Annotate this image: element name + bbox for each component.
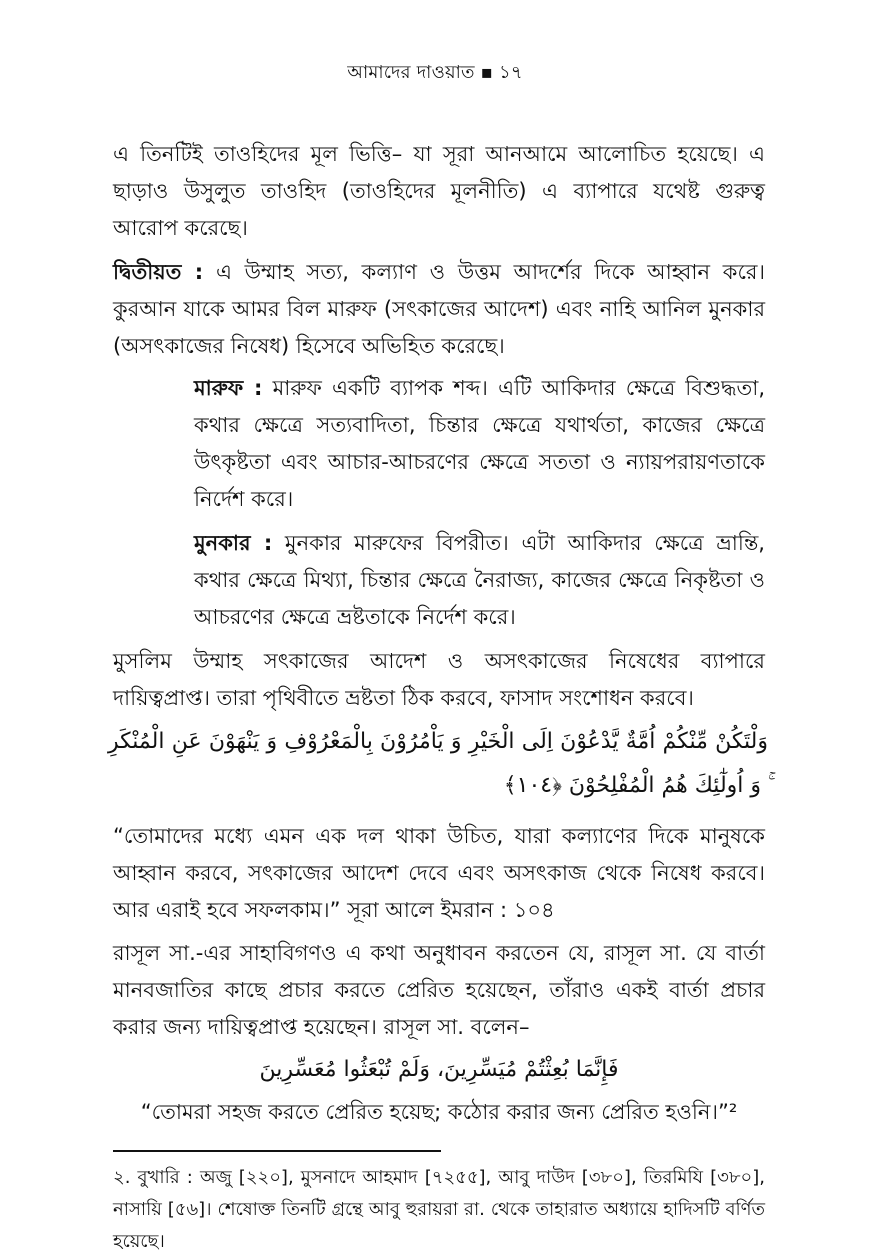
hadith-arabic: فَإِنَّمَا بُعِثْتُمْ مُيَسِّرِينَ، وَلَمْ تُبْعَثُوا مُعَسِّرِينَ [259,1057,619,1082]
footnote: ২. বুখারি : অজু [২২০], মুসনাদে আহমাদ [৭২৫৫], আবু দাউদ [৩৮০], তিরমিযি [৩৮০], নাসায়ি [৫৬]। শেষোক্ত তিনটি গ্রন্থে আবু হুরায়রা রা. থেকে তাহারাত অধ্যায়ে হাদিসটি বর্ণিত হয়েছে। [113,1167,765,1252]
definition-maruf [194,370,765,518]
running-head: আমাদের দাওয়াত ▪ ১৭ [347,62,523,83]
paragraph-lead: দ্বিতীয়ত : [113,260,204,284]
footnote-divider [113,1150,441,1152]
definition-term: মারুফ : [194,376,263,400]
definition-text: মুনকার মারুফের বিপরীত। এটা আকিদার ক্ষেত্রে ভ্রান্তি, কথার ক্ষেত্রে মিথ্যা, চিন্তার ক্ষেত্রে নৈরাজ্য, কাজের ক্ষেত্রে নিকৃষ্টতা ও আচরণের ক্ষেত্রে ভ্রষ্টতাকে নির্দেশ করে। [194,531,765,629]
paragraph-ummah-duty: মুসলিম উম্মাহ সৎকাজের আদেশ ও অসৎকাজের নিষেধের ব্যাপারে দায়িত্বপ্রাপ্ত। তারা পৃথিবীতে ভ্রষ্টতা ঠিক করবে, ফাসাদ সংশোধন করবে। [113,649,765,710]
paragraph-text: এ উম্মাহ সত্য, কল্যাণ ও উত্তম আদর্শের দিকে আহ্বান করে। কুরআন যাকে আমর বিল মারুফ (সৎকাজের আদেশ) এবং নাহি আনিল মুনকার (অসৎকাজের নিষেধ) হিসেবে অভিহিত করেছে। [113,260,765,358]
ayah-translation: “তোমাদের মধ্যে এমন এক দল থাকা উচিত, যারা কল্যাণের দিকে মানুষকে আহ্বান করবে, সৎকাজের আদেশ দেবে এবং অসৎকাজ থেকে নিষেধ করবে। আর এরাই হবে সফলকাম।” সূরা আলে ইমরান : ১০৪ [113,824,765,922]
hadith-translation: “তোমরা সহজ করতে প্রেরিত হয়েছ; কঠোর করার জন্য প্রেরিত হওনি।”² [140,1100,738,1124]
definition-text: মারুফ একটি ব্যাপক শব্দ। এটি আকিদার ক্ষেত্রে বিশুদ্ধতা, কথার ক্ষেত্রে সত্যবাদিতা, চিন্তার ক্ষেত্রে যথার্থতা, কাজের ক্ষেত্রে উৎকৃষ্টতা এবং আচার-আচরণের ক্ষেত্রে সততা ও ন্যায়পরায়ণতাকে নির্দেশ করে। [194,376,765,511]
paragraph-tawhid: এ তিনটিই তাওহিদের মূল ভিত্তি– যা সূরা আনআমে আলোচিত হয়েছে। এ ছাড়াও উসুলুত তাওহিদ (তাওহিদের মূলনীতি) এ ব্যাপারে যথেষ্ট গুরুত্ব আরোপ করেছে। [113,142,765,240]
definition-term: মুনকার : [194,531,273,555]
quran-ayah: وَلْتَكُنْ مِّنْكُمْ اُمَّةٌ يَّدْعُوْنَ اِلَى الْخَيْرِ وَ يَاْمُرُوْنَ بِالْمَعْرُوْفِ وَ يَنْهَوْنَ عَنِ الْمُنْكَرِ ۚ وَ اُولٰٓئِكَ هُمُ الْمُفْلِحُوْنَ ﴿١٠٤﴾ [108,729,768,798]
definition-munkar [194,525,765,636]
paragraph-secondly [113,254,765,365]
paragraph-companions: রাসূল সা.-এর সাহাবিগণও এ কথা অনুধাবন করতেন যে, রাসূল সা. যে বার্তা মানবজাতির কাছে প্রচার করতে প্রেরিত হয়েছেন, তাঁরাও একই বার্তা প্রচার করার জন্য দায়িত্বপ্রাপ্ত হয়েছেন। রাসূল সা. বলেন– [113,941,765,1039]
